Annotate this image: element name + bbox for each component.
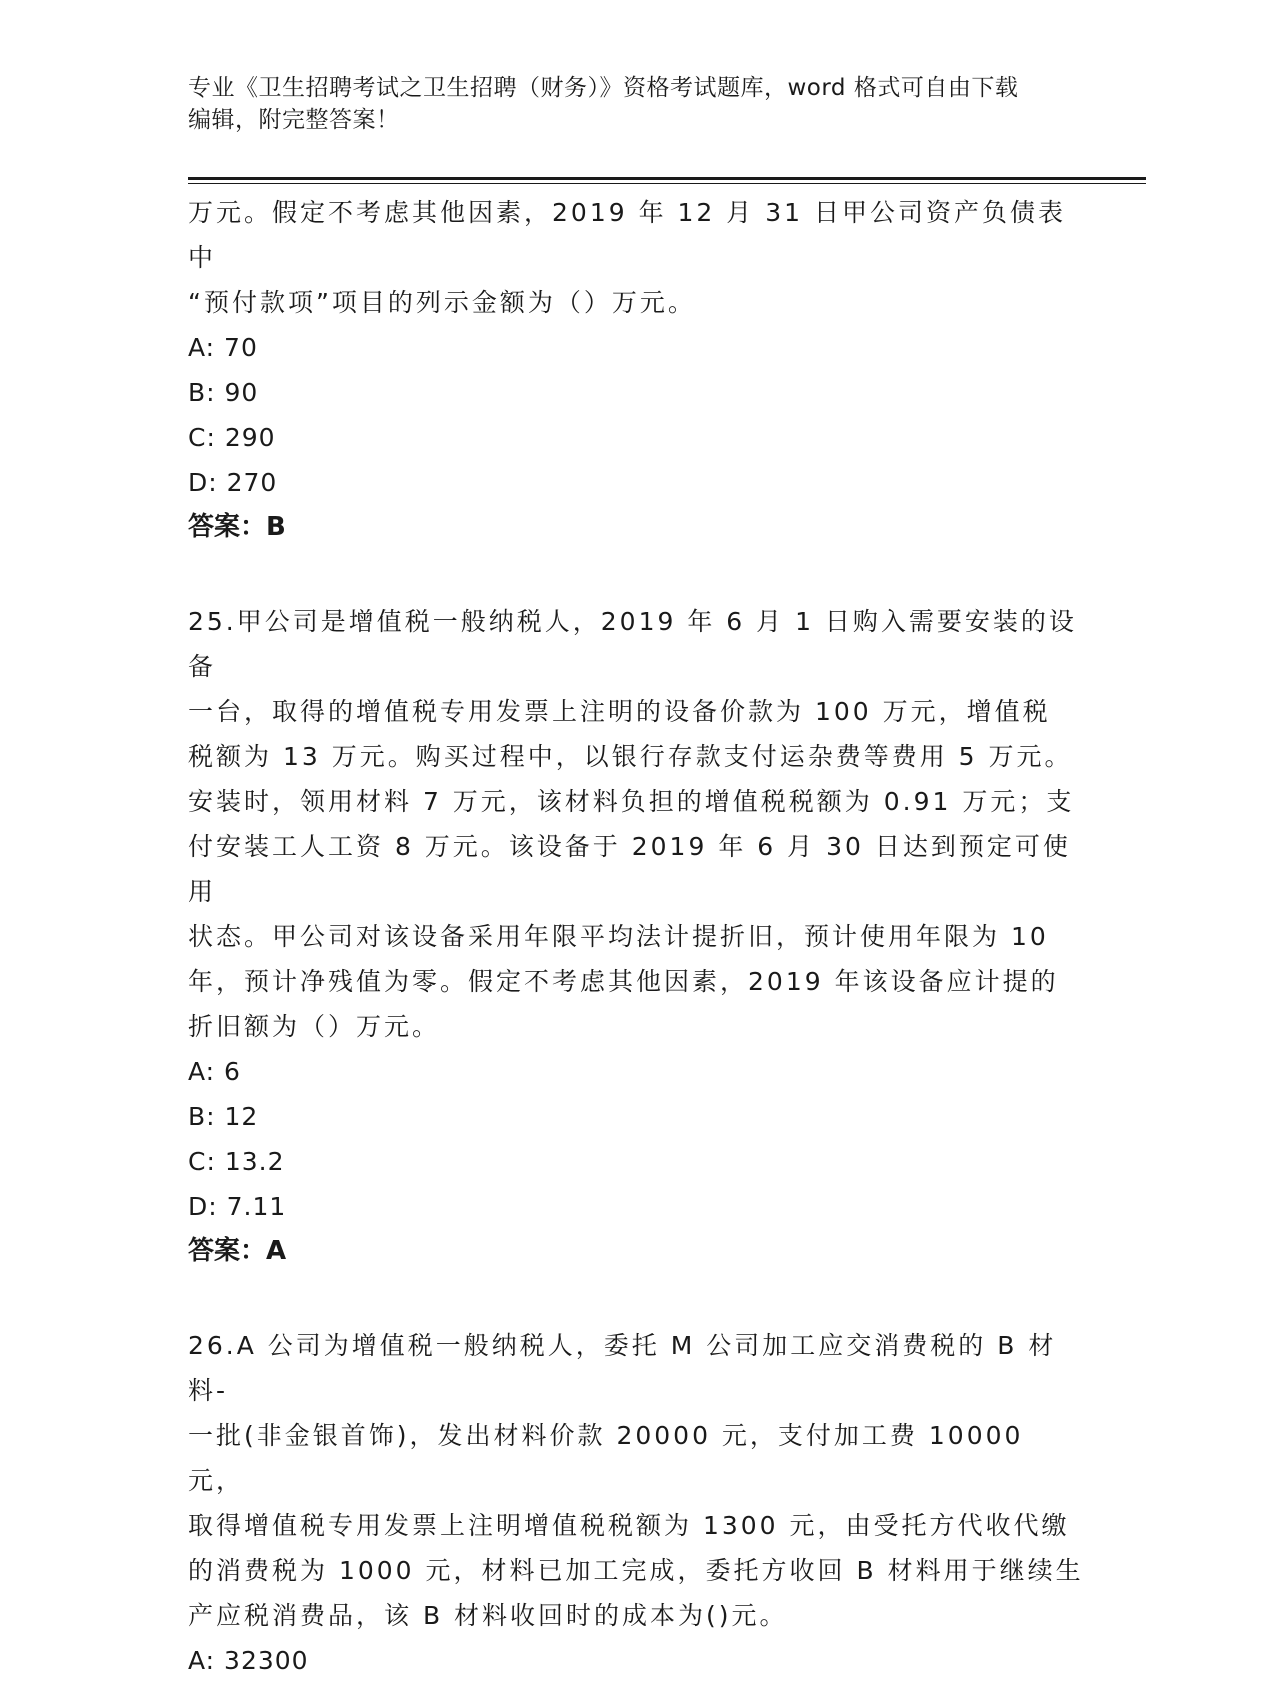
question-25-line-4: 安装时，领用材料 7 万元，该材料负担的增值税税额为 0.91 万元；支 — [188, 787, 1075, 816]
question-25-option-c: C: 13.2 — [188, 1147, 285, 1176]
question-25-line-6: 状态。甲公司对该设备采用年限平均法计提折旧，预计使用年限为 10 — [188, 922, 1049, 951]
question-24-option-a: A: 70 — [188, 333, 258, 362]
section-gap — [188, 1273, 1088, 1323]
question-26-line-3: 取得增值税专用发票上注明增值税税额为 1300 元，由受托方代收代缴 — [188, 1511, 1070, 1540]
question-24-option-c: C: 290 — [188, 423, 276, 452]
question-25 — [188, 599, 1088, 1273]
page-header — [188, 72, 1068, 136]
question-26 — [188, 1323, 1088, 1683]
question-24-answer: 答案：B — [188, 512, 286, 542]
header-line-1: 专业《卫生招聘考试之卫生招聘（财务）》资格考试题库，word 格式可自由下载 — [188, 75, 1019, 101]
question-25-option-b: B: 12 — [188, 1102, 259, 1131]
question-26-option-a: A: 32300 — [188, 1646, 309, 1675]
question-25-line-5: 付安装工人工资 8 万元。该设备于 2019 年 6 月 30 日达到预定可使用 — [188, 832, 1071, 906]
question-25-option-a: A: 6 — [188, 1057, 241, 1086]
section-gap — [188, 549, 1088, 599]
document-body — [188, 190, 1088, 1683]
question-25-line-1: 25.甲公司是增值税一般纳税人，2019 年 6 月 1 日购入需要安装的设备 — [188, 607, 1077, 681]
question-26-line-1: 26.A 公司为增值税一般纳税人，委托 M 公司加工应交消费税的 B 材料- — [188, 1331, 1057, 1405]
question-26-line-4: 的消费税为 1000 元，材料已加工完成，委托方收回 B 材料用于继续生 — [188, 1556, 1084, 1585]
question-24-line-2: “预付款项”项目的列示金额为（）万元。 — [188, 288, 696, 317]
question-25-line-8: 折旧额为（）万元。 — [188, 1012, 441, 1041]
header-rule-thin — [188, 183, 1146, 184]
question-24-option-b: B: 90 — [188, 378, 259, 407]
header-rule-thick — [188, 177, 1146, 180]
header-line-2: 编辑，附完整答案！ — [188, 107, 400, 133]
question-25-line-7: 年，预计净残值为零。假定不考虑其他因素，2019 年该设备应计提的 — [188, 967, 1059, 996]
question-24 — [188, 190, 1088, 549]
question-25-answer: 答案：A — [188, 1236, 287, 1266]
question-25-line-2: 一台，取得的增值税专用发票上注明的设备价款为 100 万元，增值税 — [188, 697, 1051, 726]
question-24-option-d: D: 270 — [188, 468, 278, 497]
question-24-line-1: 万元。假定不考虑其他因素，2019 年 12 月 31 日甲公司资产负债表中 — [188, 198, 1066, 272]
question-25-line-3: 税额为 13 万元。购买过程中，以银行存款支付运杂费等费用 5 万元。 — [188, 742, 1073, 771]
question-25-option-d: D: 7.11 — [188, 1192, 287, 1221]
question-26-line-5: 产应税消费品，该 B 材料收回时的成本为()元。 — [188, 1601, 788, 1630]
question-26-line-2: 一批(非金银首饰)，发出材料价款 20000 元，支付加工费 10000 元， — [188, 1421, 1024, 1495]
